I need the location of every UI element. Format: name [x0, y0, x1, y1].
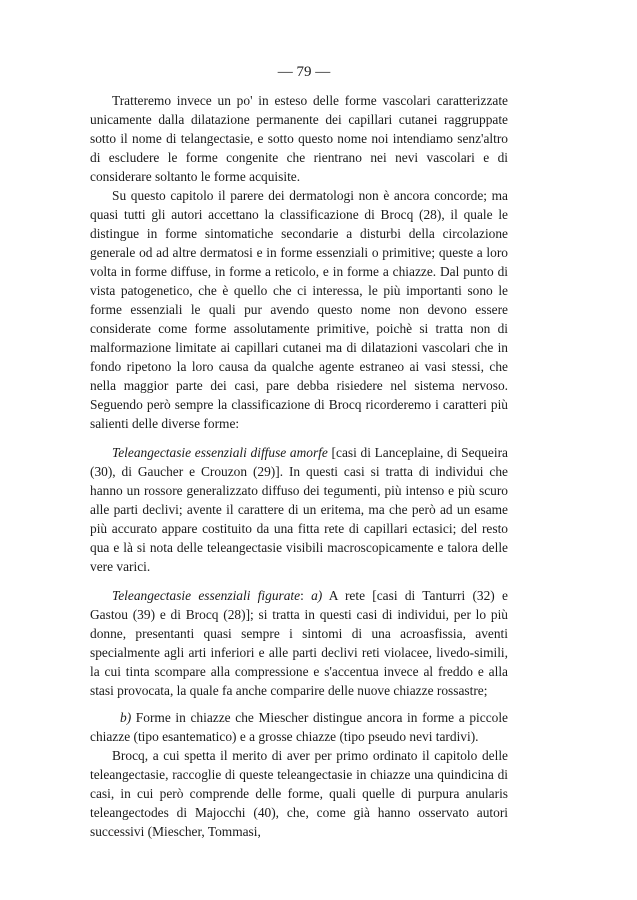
heading-figurate: Teleangectasie essenziali figurate: [112, 588, 301, 603]
heading-diffuse-amorfe: Teleangectasie essenziali diffuse amorfe: [112, 445, 328, 460]
figurate-separator: :: [300, 588, 312, 603]
page-number: — 79 —: [277, 64, 331, 80]
paragraph-brocq-classification: Su questo capitolo il parere dei dermatologi non è ancora concorde; ma quasi tutti gli autori accettano la classificazione di Brocq (28), il quale le distingue in forme sintomatiche secondarie a disturbi della circolazione generale od ad altre dermatosi e in forme essenziali o primitive; queste a loro volta in forme diffuse, in forme a reticolo, e in forme a chiazze. Dal punto di vista patogenetico, che è quello che ci interessa, le più importanti sono le forme essenziali le quali pur avendo questo nome non devono essere considerate come forme assolutamente primitive, poichè si tratta non di malformazione limitate ai capillari cutanei ma di dilatazioni vascolari che in fondo ripetono la loro causa da qualche agente estraneo ai vasi stessi, che nella maggior parte dei casi, pare debba risiedere nel sistema nervoso. Seguendo però sempre la classificazione di Brocq ricorderemo i caratteri più salienti delle diverse forme:: [90, 188, 508, 431]
chiazze-item-b-marker: b): [120, 710, 132, 725]
paragraph-chiazze: [90, 708, 508, 746]
figurate-item-a-marker: a): [311, 588, 323, 603]
paragraph-brocq-merit: Brocq, a cui spetta il merito di aver per primo ordinato il capitolo delle teleangectasie, raccoglie di queste teleangectasie in chiazze una quindicina di casi, in cui però comprende delle forme, quali quelle di purpura anularis teleangectodes di Majocchi (40), che, come già hanno osservato autori successivi (Miescher, Tommasi,: [90, 748, 508, 839]
paragraph-diffuse-amorfe-text: [casi di Lanceplaine, di Sequeira (30), di Gaucher e Crouzon (29)]. In questi casi si tratta di individui che hanno un rossore generalizzato diffuso dei tegumenti, più intenso e più scuro alle parti declivi; avente il carattere di un eritema, ma che però ad un esame più accurato appare costituito da una fitta rete di capillari ectasici; del resto qua e là si nota delle teleangectasie visibili macroscopicamente e talora delle vere varici.: [90, 445, 508, 574]
paragraph-figurate: [90, 586, 508, 700]
paragraph-diffuse-amorfe: [90, 443, 508, 576]
document-page: [90, 62, 508, 841]
paragraph-telangectasie-intro: Tratteremo invece un po' in esteso delle forme vascolari caratterizzate unicamente dalla dilatazione permanente dei capillari cutanei raggruppate sotto il nome di telangectasie, e sotto questo nome noi intendiamo senz'altro di escludere le forme congenite che rientrano nei nevi vascolari e di considerare soltanto le forme acquisite.: [90, 93, 508, 184]
paragraph-figurate-text: A rete [casi di Tanturri (32) e Gastou (39) e di Brocq (28)]; si tratta in questi casi di individui, per lo più donne, presentanti quasi sempre i sintomi di una acroasfissia, aventi specialmente agli arti inferiori e alle parti declivi reti violacee, livedo-simili, la cui tinta scompare alla compressione e s'accentua invece al freddo e alla stasi provocata, la quale fa anche comparire delle nuove chiazze rossastre;: [90, 588, 508, 698]
paragraph-chiazze-text: Forme in chiazze che Miescher distingue ancora in forme a piccole chiazze (tipo esantematico) e a grosse chiazze (tipo pseudo nevi tardivi).: [90, 710, 508, 744]
